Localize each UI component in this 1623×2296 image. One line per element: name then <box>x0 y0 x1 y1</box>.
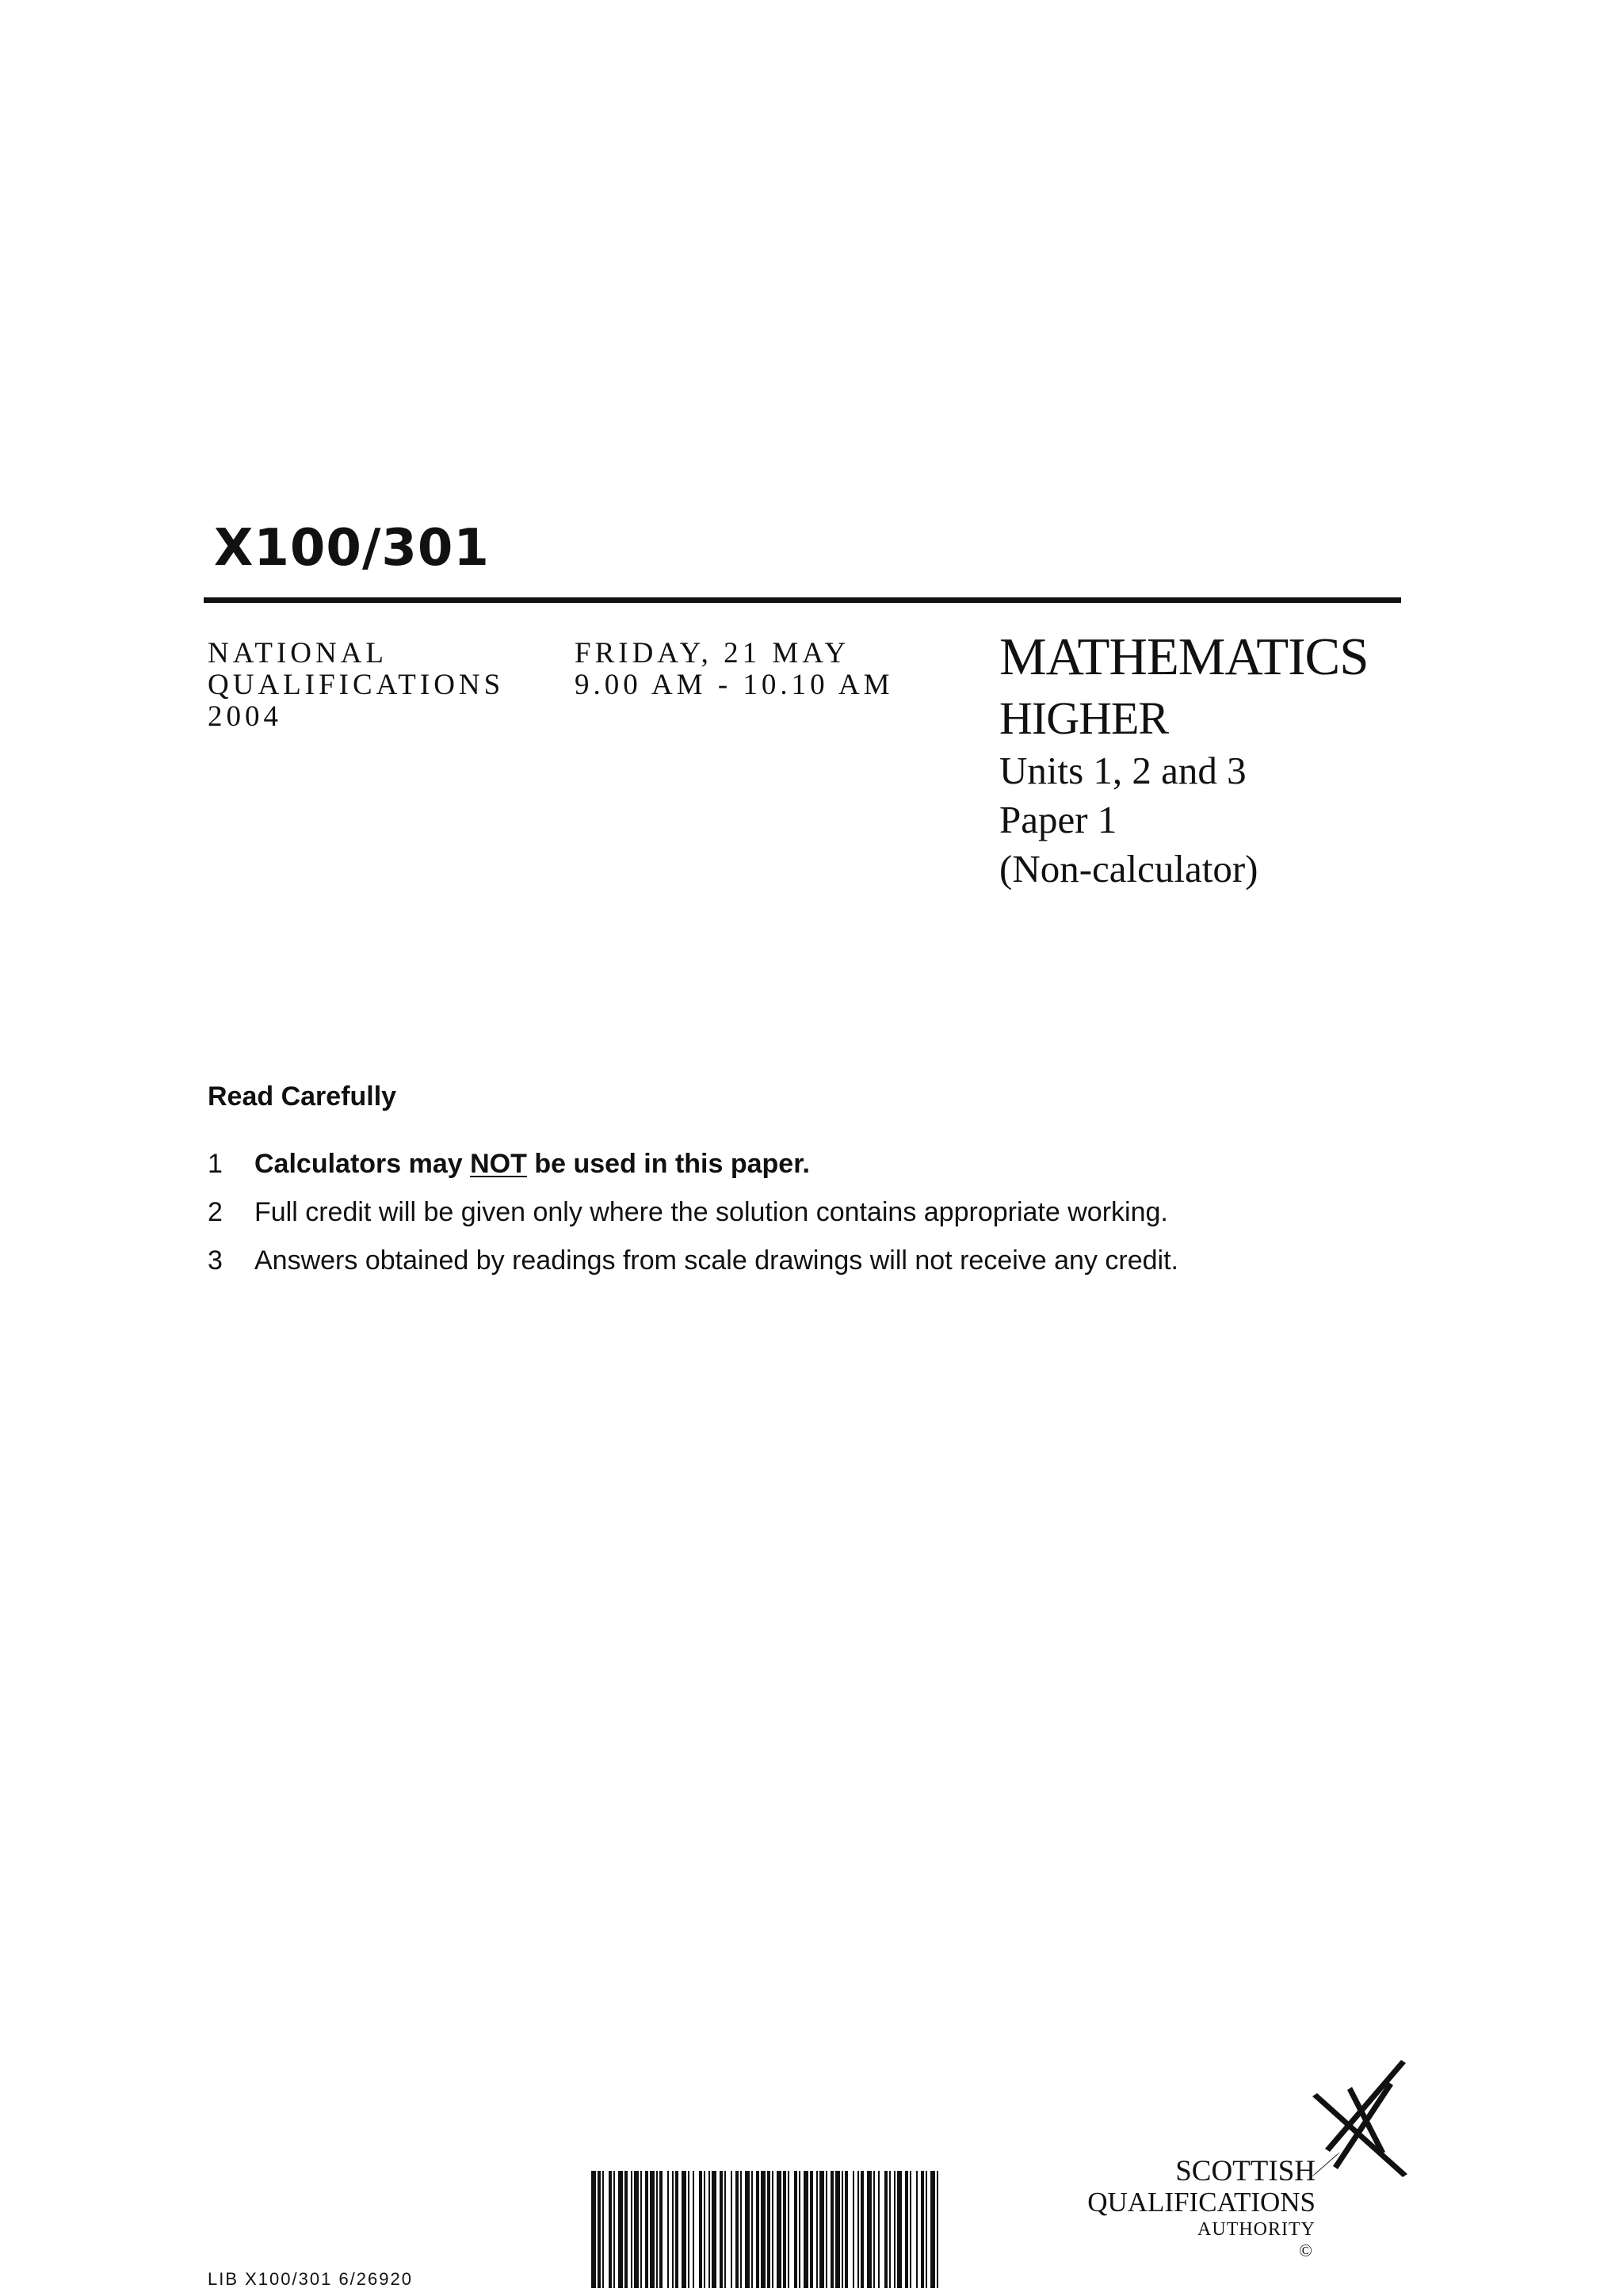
instruction-text-end: be used in this paper. <box>526 1149 810 1179</box>
paper-code: X100/301 <box>214 519 490 578</box>
barcode-bar <box>756 2171 759 2288</box>
barcode-bar <box>767 2171 770 2288</box>
instruction-item-3 <box>208 1247 1178 1274</box>
barcode-bar <box>731 2171 732 2288</box>
barcode-bar <box>861 2171 864 2288</box>
authority-block <box>1078 2157 1316 2260</box>
barcode-bar <box>916 2171 918 2288</box>
barcode-bar <box>794 2171 797 2288</box>
instruction-text-start: Calculators may <box>254 1149 471 1179</box>
barcode-bar <box>613 2171 615 2288</box>
barcode-bar <box>659 2171 663 2288</box>
authority-line-1: SCOTTISH <box>1175 2155 1316 2187</box>
barcode-bar <box>699 2171 702 2288</box>
barcode-bar <box>656 2171 658 2288</box>
barcode-bar <box>735 2171 739 2288</box>
paper-line: Paper 1 <box>999 798 1117 841</box>
barcode-bar <box>783 2171 786 2288</box>
qualification-line-2: QUALIFICATIONS <box>208 669 505 701</box>
authority-line-3: AUTHORITY <box>1197 2219 1316 2240</box>
barcode-bar <box>831 2171 834 2288</box>
sqa-saltire-logo-icon <box>1306 2058 1409 2177</box>
barcode-bar <box>816 2171 818 2288</box>
barcode-icon <box>591 2171 938 2288</box>
barcode-bar <box>745 2171 750 2288</box>
exam-time: 9.00 AM - 10.10 AM <box>575 669 894 701</box>
instruction-item-2 <box>208 1199 1168 1226</box>
barcode-bar <box>609 2171 612 2288</box>
instruction-emphasis: NOT <box>470 1149 527 1179</box>
barcode-bar <box>910 2171 911 2288</box>
instruction-text: Answers obtained by readings from scale drawings will not receive any credit. <box>254 1245 1178 1276</box>
library-code: LIB X100/301 6/26920 <box>208 2269 413 2289</box>
barcode-bar <box>897 2171 902 2288</box>
units-line: Units 1, 2 and 3 <box>999 749 1247 792</box>
barcode-bar <box>930 2171 935 2288</box>
barcode-bar <box>675 2171 678 2288</box>
barcode-bar <box>835 2171 840 2288</box>
barcode-bar <box>777 2171 781 2288</box>
authority-line-2: QUALIFICATIONS <box>1087 2187 1316 2218</box>
subject-block <box>999 627 1369 898</box>
barcode-bar <box>804 2171 808 2288</box>
barcode-bar <box>878 2171 880 2288</box>
instruction-text: Full credit will be given only where the solution contains appropriate working. <box>254 1197 1168 1227</box>
barcode-bar <box>873 2171 875 2288</box>
barcode-bar <box>720 2171 723 2288</box>
barcode-bar <box>650 2171 655 2288</box>
barcode-bar <box>667 2171 669 2288</box>
subject-title: MATHEMATICS <box>999 627 1369 686</box>
barcode-bar <box>618 2171 623 2288</box>
barcode-bar <box>937 2171 938 2288</box>
barcode-bar <box>751 2171 753 2288</box>
barcode-bar <box>799 2171 800 2288</box>
qualification-block <box>208 638 504 733</box>
instructions-heading: Read Carefully <box>208 1081 397 1112</box>
barcode-bar <box>682 2171 686 2288</box>
barcode-bar <box>602 2171 604 2288</box>
subject-level: HIGHER <box>999 692 1169 744</box>
barcode-bar <box>905 2171 908 2288</box>
calculator-note: (Non-calculator) <box>999 847 1258 891</box>
barcode-bar <box>857 2171 859 2288</box>
barcode-bar <box>645 2171 648 2288</box>
barcode-bar <box>921 2171 924 2288</box>
barcode-bar <box>889 2171 891 2288</box>
qualification-line-3: 2004 <box>208 700 282 733</box>
barcode-bar <box>926 2171 927 2288</box>
barcode-bar <box>640 2171 642 2288</box>
barcode-bar <box>624 2171 628 2288</box>
barcode-bar <box>693 2171 694 2288</box>
copyright-symbol: © <box>1299 2241 1312 2260</box>
instruction-item-1 <box>208 1150 810 1177</box>
barcode-bar <box>810 2171 813 2288</box>
barcode-bar <box>631 2171 632 2288</box>
barcode-bar <box>884 2171 888 2288</box>
barcode-bar <box>672 2171 674 2288</box>
barcode-bar <box>867 2171 872 2288</box>
header-rule <box>204 597 1401 603</box>
instruction-number: 1 <box>208 1149 223 1179</box>
date-time-block <box>575 638 893 701</box>
barcode-bar <box>894 2171 896 2288</box>
barcode-bar <box>819 2171 824 2288</box>
barcode-bar <box>598 2171 601 2288</box>
instruction-number: 3 <box>208 1245 223 1276</box>
exam-date: FRIDAY, 21 MAY <box>575 637 850 669</box>
barcode-bar <box>853 2171 854 2288</box>
barcode-bar <box>591 2171 596 2288</box>
instruction-number: 2 <box>208 1197 223 1227</box>
barcode-bar <box>761 2171 766 2288</box>
barcode-bar <box>712 2171 716 2288</box>
barcode-bar <box>740 2171 742 2288</box>
barcode-bar <box>788 2171 789 2288</box>
barcode-bar <box>842 2171 843 2288</box>
barcode-bar <box>688 2171 689 2288</box>
barcode-bar <box>826 2171 827 2288</box>
barcode-bar <box>708 2171 710 2288</box>
barcode-bar <box>845 2171 848 2288</box>
barcode-bar <box>634 2171 639 2288</box>
barcode-bar <box>772 2171 773 2288</box>
qualification-line-1: NATIONAL <box>208 637 388 669</box>
barcode-bar <box>724 2171 726 2288</box>
barcode-bar <box>704 2171 705 2288</box>
